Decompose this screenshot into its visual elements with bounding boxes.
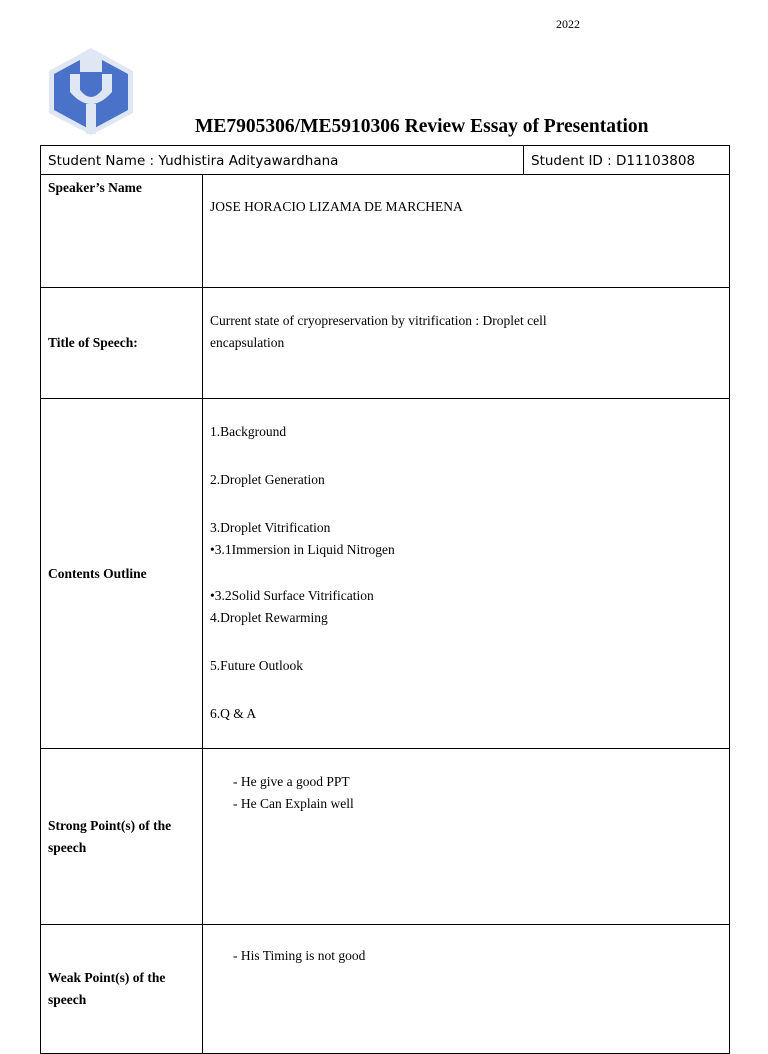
strong-points-label	[41, 749, 203, 925]
weak-points-label-line-1: Weak Point(s) of the	[48, 970, 166, 985]
speech-title-label	[41, 288, 203, 399]
contents-outline-row	[41, 399, 730, 749]
strong-points-label-line-1: Strong Point(s) of the	[48, 817, 172, 833]
outline-item: 5.Future Outlook	[210, 658, 303, 673]
speech-title-line-2: encapsulation	[210, 335, 285, 350]
contents-outline-label-text: Contents Outline	[48, 565, 147, 581]
speech-title-label-text: Title of Speech:	[48, 335, 138, 350]
weak-points-cell	[203, 925, 730, 1054]
contents-outline-label	[41, 399, 203, 749]
strong-point-item: - He Can Explain well	[233, 796, 354, 811]
outline-item: 4.Droplet Rewarming	[210, 610, 328, 625]
weak-points-label-line-2: speech	[48, 992, 87, 1007]
student-info-row	[41, 146, 730, 175]
weak-points-row	[41, 925, 730, 1054]
speech-title-row	[41, 288, 730, 399]
university-logo-icon	[44, 46, 138, 136]
speech-title-cell	[203, 288, 730, 399]
weak-point-item: - His Timing is not good	[233, 948, 366, 963]
student-name-text: Student Name : Yudhistira Adityawardhana	[48, 153, 339, 169]
contents-outline-cell	[203, 399, 730, 749]
student-name-cell	[41, 146, 524, 175]
page-title: ME7905306/ME5910306 Review Essay of Presentation	[195, 116, 649, 137]
outline-item: •3.2Solid Surface Vitrification	[210, 588, 374, 603]
outline-item: 6.Q & A	[210, 706, 257, 721]
speaker-label	[41, 175, 203, 288]
speaker-label-text: Speaker’s Name	[48, 180, 142, 195]
outline-item: 1.Background	[210, 424, 287, 439]
outline-item: •3.1Immersion in Liquid Nitrogen	[210, 542, 395, 557]
weak-points-label	[41, 925, 203, 1054]
student-id-text: Student ID : D11103808	[531, 153, 696, 169]
strong-points-cell	[203, 749, 730, 925]
strong-points-label-line-2: speech	[48, 839, 87, 855]
review-form-table	[40, 145, 730, 1054]
outline-item: 2.Droplet Generation	[210, 472, 325, 487]
strong-points-row	[41, 749, 730, 925]
speaker-name-value: JOSE HORACIO LIZAMA DE MARCHENA	[210, 199, 463, 214]
speaker-name-cell	[203, 175, 730, 288]
speech-title-line-1: Current state of cryopreservation by vitrification : Droplet cell	[210, 313, 547, 328]
outline-item: 3.Droplet Vitrification	[210, 520, 331, 535]
strong-point-item: - He give a good PPT	[233, 774, 350, 789]
student-id-cell	[524, 146, 730, 175]
document-year: 2022	[556, 17, 580, 31]
speaker-row	[41, 175, 730, 288]
